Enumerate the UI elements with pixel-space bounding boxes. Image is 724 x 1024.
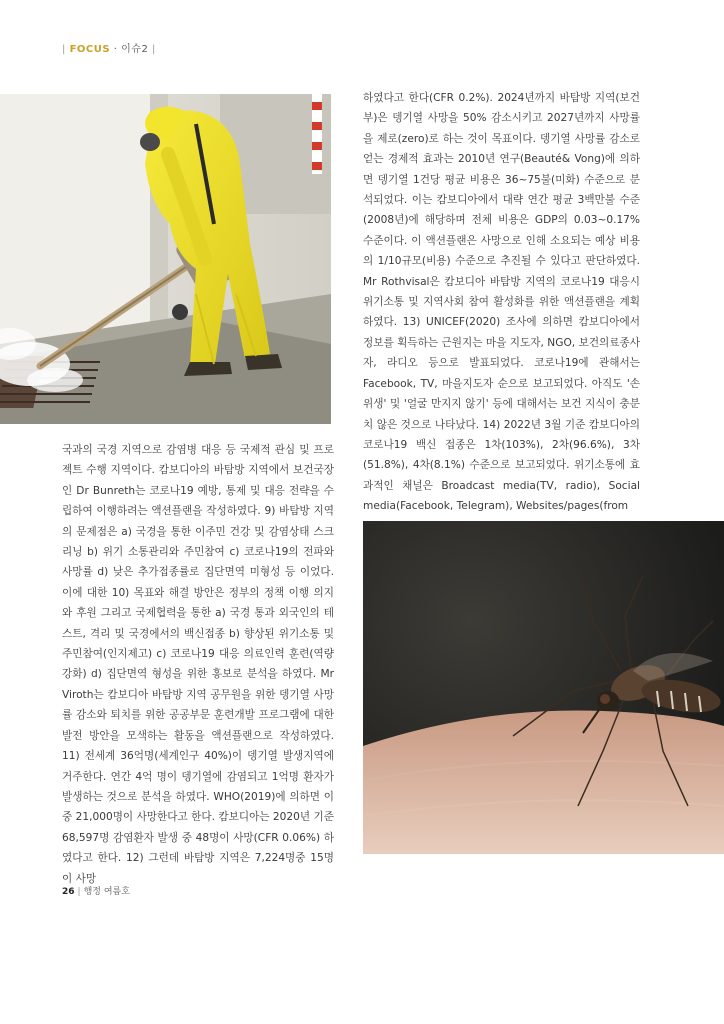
section-label: FOCUS bbox=[69, 44, 111, 55]
header-separator: · bbox=[113, 44, 118, 55]
page-footer: 26 | 행정 여름호 bbox=[62, 887, 130, 897]
magazine-name: 행정 여름호 bbox=[83, 887, 130, 897]
mosquito-photo bbox=[363, 521, 724, 854]
issue-label: 이슈2 bbox=[121, 44, 149, 55]
fogging-worker-illustration bbox=[0, 94, 331, 424]
fogging-worker-photo bbox=[0, 94, 331, 424]
running-header: | FOCUS · 이슈2 | bbox=[62, 44, 156, 55]
page-number: 26 bbox=[62, 887, 75, 897]
body-text-left-column: 국과의 국경 지역으로 감염병 대응 등 국제적 관심 및 프로젝트 수행 지역이다. 캄보디아의 바탐방 지역에서 보건국장인 Dr Bunreth는 코로나19 예방, 통제 및 대응 전략을 수립하여 이행하려는 액션플랜을 작성하였다. 9) 바탐방 지역의 문제점은 a) 국경을 통한 이주민 건강 및 감염상태 스크리닝 b) 위기 소통관리와 주민참여 c) 코로나19의 전파와 사망률 d) 낮은 추가접종률로 집단면역 미형성 등 이었다. 이에 대한 10) 목표와 해결 방안은 정부의 정책 이행 의지와 후원 그리고 국제협력을 통한 a) 국경 통과 외국인의 테스트, 격리 및 국경에서의 백신접종 b) 향상된 위기소통 및 주민참여(인지제고) c) 코로나19 대응 의료인력 훈련(역량강화) d) 집단면역 형성을 위한 홍보로 분석을 하였다. Mr Viroth는 캄보디아 바탐방 지역 공무원을 위한 뎅기열 사망률 감소와 퇴치를 위한 공공부문 훈련개발 프로그램에 대한 발전 방안을 모색하는 활동을 액션플랜으로 작성하였다. 11) 전세계 36억명(세계인구 40%)이 뎅기열 발생지역에 거주한다. 연간 4억 명이 뎅기열에 감염되고 1억명 환자가 발생하는 것으로 분석을 하였다. WHO(2019)에 의하면 이 중 21,000명이 사망한다고 한다. 캄보디아는 2020년 기준 68,597명 감염환자 발생 중 48명이 사망(CFR 0.06%) 하였다고 한다. 12) 그런데 바탐방 지역은 7,224명중 15명이 사망 bbox=[62, 444, 334, 885]
body-text-right-column: 하였다고 한다(CFR 0.2%). 2024년까지 바탐방 지역(보건부)은 뎅기열 사망을 50% 감소시키고 2027년까지 사망률을 제로(zero)로 하는 것이 목표이다. 뎅기열 사망률 감소로 얻는 경제적 효과는 2010년 연구(Beauté& Vong)에 의하면 뎅기열 1건당 평균 비용은 36~75불(미화) 수준으로 분석되었다. 이는 캄보디아에서 대략 연간 평균 3백만불 수준(2008년)에 해당하며 전체 비용은 GDP의 0.03~0.17% 수준이다. 이 액션플랜은 사망으로 인해 소요되는 예상 비용의 1/10규모(비용) 수준으로 추진될 수 있다고 판단하였다. Mr Rothvisal은 캄보디아 바탐방 지역의 코로나19 대응시 위기소통 및 지역사회 참여 활성화를 위한 액션플랜을 계획하였다. 13) UNICEF(2020) 조사에 의하면 캄보디아에서 정보를 획득하는 근원지는 마을 지도자, NGO, 보건의료종사자, 라디오 등으로 발표되었다. 코로나19에 관해서는 Facebook, TV, 마을지도자 순으로 보고되었다. 아직도 '손 위생' 및 '얼굴 만지지 않기' 등에 대해서는 보건 지식이 충분치 않은 것으로 나타났다. 14) 2022년 3월 기준 캄보디아의 코로나19 백신 접종은 1차(103%), 2차(96.6%), 3차(51.8%), 4차(8.1%) 수준으로 보고되었다. 위기소통에 효과적인 채널은 Broadcast media(TV, radio), Social media(Facebook, Telegram), Websites/pages(from bbox=[363, 92, 640, 513]
mosquito-illustration bbox=[363, 521, 724, 854]
